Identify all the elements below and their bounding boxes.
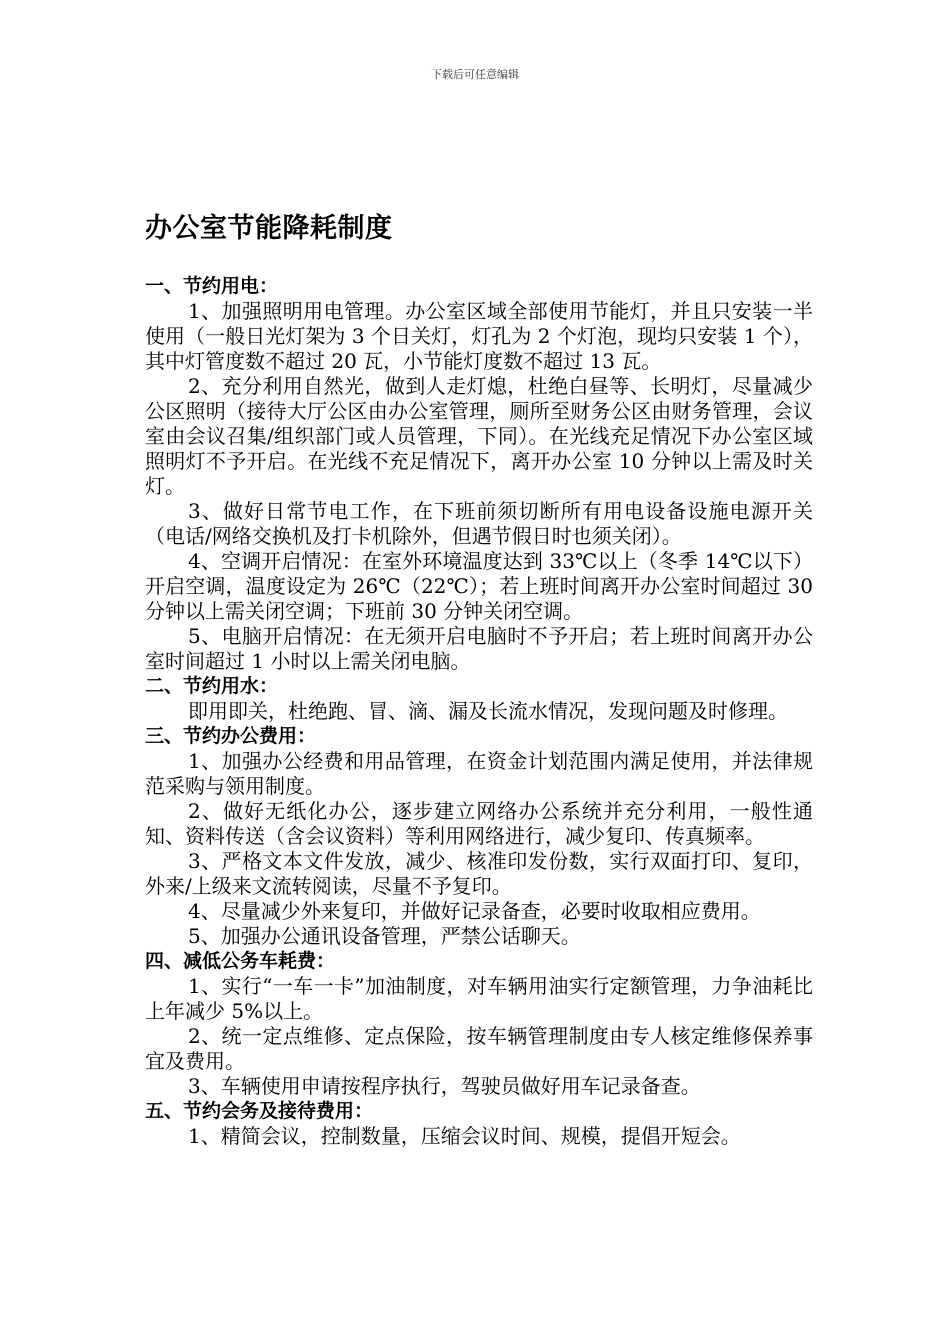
paragraph: 1、精简会议，控制数量，压缩会议时间、规模，提倡开短会。 xyxy=(188,1124,741,1148)
paragraph: 3、严格文本文件发放，减少、核准印发份数，实行双面打印、复印，外来/上级来文流转阅读，尽量不予复印。 xyxy=(145,849,813,898)
section-heading: 二、节约用水： xyxy=(145,675,279,697)
paragraph: 1、加强办公经费和用品管理，在资金计划范围内满足使用，并法律规范采购与领用制度。 xyxy=(145,749,813,798)
paragraph: 1、加强照明用电管理。办公室区域全部使用节能灯，并且只安装一半使用（一般日光灯架为 3 个日关灯，灯孔为 2 个灯泡，现均只安装 1 个），其中灯管度数不超过 20 瓦，小节能灯度数不超过 13 瓦。 xyxy=(145,299,813,373)
paragraph: 即用即关，杜绝跑、冒、滴、漏及长流水情况，发现问题及时修理。 xyxy=(188,699,788,723)
paragraph: 2、统一定点维修、定点保险，按车辆管理制度由专人核定维修保养事宜及费用。 xyxy=(145,1024,813,1073)
section-heading: 三、节约办公费用： xyxy=(145,725,317,747)
paragraph: 3、做好日常节电工作，在下班前须切断所有用电设备设施电源开关（电话/网络交换机及打卡机除外，但遇节假日时也须关闭）。 xyxy=(145,499,813,548)
page-header-note: 下载后可任意编辑 xyxy=(431,68,519,81)
section-heading: 一、节约用电： xyxy=(145,275,279,297)
paragraph: 5、电脑开启情况：在无须开启电脑时不予开启；若上班时间离开办公室时间超过 1 小时以上需关闭电脑。 xyxy=(145,624,813,673)
paragraph: 4、空调开启情况：在室外环境温度达到 33℃以上（冬季 14℃以下）开启空调，温度设定为 26℃（22℃）；若上班时间离开办公室时间超过 30 分钟以上需关闭空调；下班前 30 分钟关闭空调。 xyxy=(145,549,813,623)
paragraph: 3、车辆使用申请按程序执行，驾驶员做好用车记录备查。 xyxy=(188,1074,701,1098)
document-title: 办公室节能降耗制度 xyxy=(145,213,393,244)
document-body xyxy=(145,274,813,1149)
paragraph: 2、充分利用自然光，做到人走灯熄，杜绝白昼等、长明灯，尽量减少公区照明（接待大厅公区由办公室管理，厕所至财务公区由财务管理，会议室由会议召集/组织部门或人员管理，下同）。在光线充足情况下办公室区域照明灯不予开启。在光线不充足情况下，离开办公室 10 分钟以上需及时关灯。 xyxy=(145,374,813,498)
section-heading: 四、减低公务车耗费： xyxy=(145,950,336,972)
paragraph: 2、做好无纸化办公，逐步建立网络办公系统并充分利用，一般性通知、资料传送（含会议资料）等利用网络进行，减少复印、传真频率。 xyxy=(145,799,813,848)
paragraph: 4、尽量减少外来复印，并做好记录备查，必要时收取相应费用。 xyxy=(188,899,761,923)
section-heading: 五、节约会务及接待费用： xyxy=(145,1100,374,1122)
paragraph: 1、实行“一车一卡”加油制度，对车辆用油实行定额管理，力争油耗比上年减少 5%以上。 xyxy=(145,974,813,1023)
paragraph: 5、加强办公通讯设备管理，严禁公话聊天。 xyxy=(188,924,581,948)
